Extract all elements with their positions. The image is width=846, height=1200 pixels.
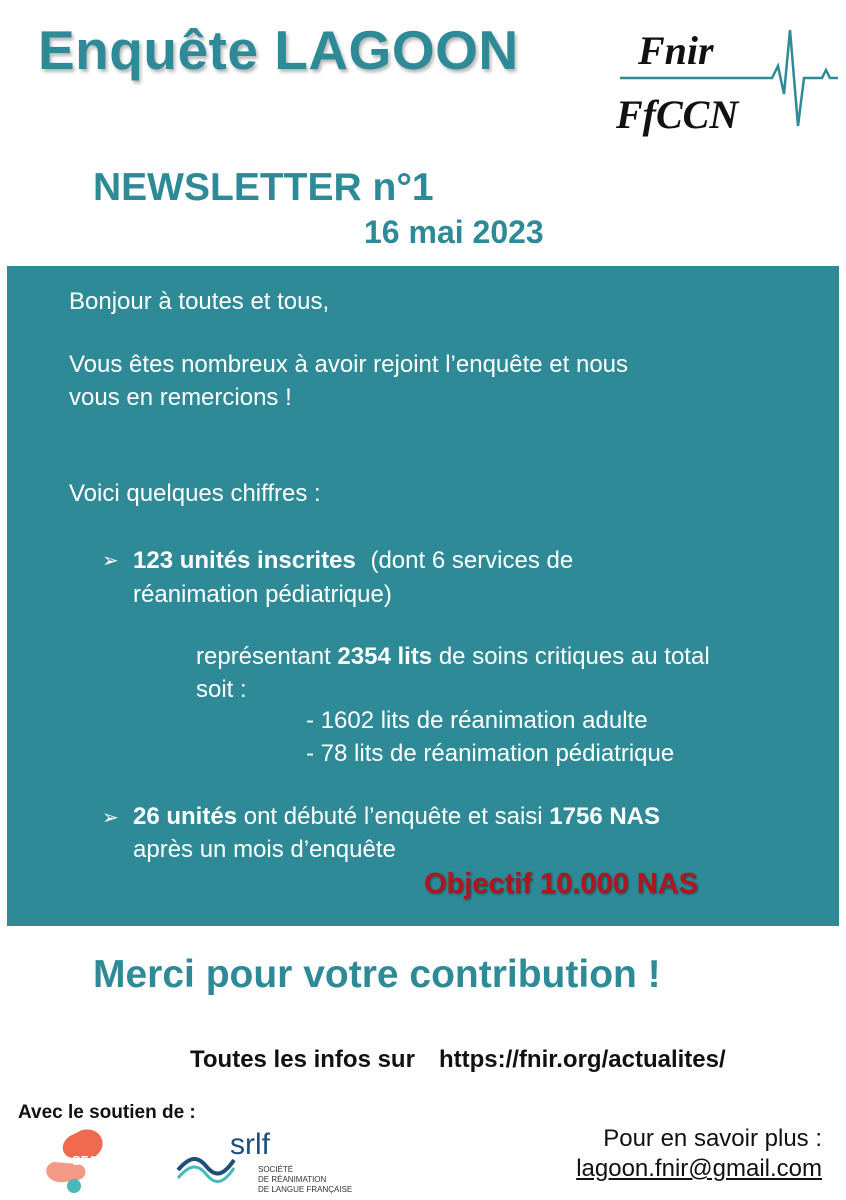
- representant-line: [196, 640, 710, 673]
- contact-email-link[interactable]: lagoon.fnir@gmail.com: [576, 1155, 822, 1182]
- fnir-ffccn-logo: [612, 20, 838, 138]
- srlf-logo: [176, 1126, 356, 1198]
- intro-line-1: Vous êtes nombreux à avoir rejoint l’enquête et nous: [69, 351, 629, 378]
- infos-label: Toutes les infos sur: [190, 1046, 415, 1073]
- merci-heading: Merci pour votre contribution !: [93, 953, 661, 996]
- srlf-logo-text: srlf: [230, 1128, 270, 1161]
- bullet-2-bold-1: 26 unités: [133, 803, 238, 830]
- bullet-2-bold-2: 1756 NAS: [549, 803, 661, 830]
- intro-line-2: vous en remercions !: [69, 384, 292, 411]
- representant-line-2: soit :: [196, 676, 247, 703]
- bullet-1-bold: 123 unités inscrites: [133, 547, 356, 574]
- arrow-bullet-icon: ➢: [102, 550, 119, 572]
- sfar-logo: [44, 1128, 134, 1194]
- sfar-dot-icon: [67, 1179, 81, 1193]
- bullet-2-line-2: après un mois d’enquête: [133, 836, 396, 863]
- newsletter-date: 16 mai 2023: [364, 214, 544, 250]
- rep-pre: représentant: [196, 643, 338, 670]
- sub-item-adult: - 1602 lits de réanimation adulte: [306, 707, 648, 734]
- rep-post: de soins critiques au total: [432, 643, 710, 670]
- fnir-logo-text: Fnir: [638, 28, 714, 73]
- rep-bold: 2354 lits: [337, 643, 433, 670]
- objectif-text: Objectif 10.000 NAS: [424, 868, 698, 900]
- bullet-1-line-1: [133, 544, 573, 577]
- sfar-logo-text: SFAR: [72, 1153, 107, 1168]
- figures-intro: Voici quelques chiffres :: [69, 480, 321, 507]
- bullet-1-line-2: réanimation pédiatrique): [133, 581, 392, 608]
- greeting: Bonjour à toutes et tous,: [69, 288, 330, 315]
- srlf-sub-1: SOCIÉTÉ: [258, 1165, 294, 1174]
- contact-block: [540, 1124, 822, 1184]
- infos-line: [190, 1046, 726, 1074]
- arrow-bullet-icon: ➢: [102, 807, 119, 829]
- bullet-2-line-1: [133, 800, 660, 833]
- newsletter-title: NEWSLETTER n°1: [93, 166, 434, 209]
- bullet-1-rest: (dont 6 services de: [370, 547, 574, 574]
- savoir-label: Pour en savoir plus :: [603, 1125, 822, 1152]
- infos-url-link[interactable]: https://fnir.org/actualites/: [438, 1046, 726, 1073]
- srlf-sub-3: DE LANGUE FRANÇAISE: [258, 1185, 353, 1194]
- page-title: Enquête LAGOON: [38, 19, 519, 81]
- soutien-label: Avec le soutien de :: [18, 1102, 196, 1123]
- srlf-sub-2: DE RÉANIMATION: [258, 1175, 327, 1184]
- ffccn-logo-text: FfCCN: [616, 92, 739, 137]
- bullet-2-mid: ont débuté l’enquête et saisi: [237, 803, 550, 830]
- sub-item-pediatric: - 78 lits de réanimation pédiatrique: [306, 740, 675, 767]
